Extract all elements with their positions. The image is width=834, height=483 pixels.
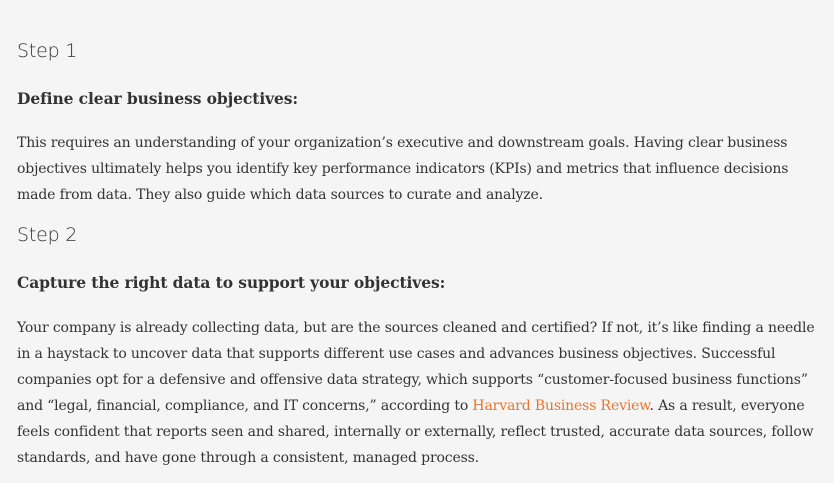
step-2-paragraph-text-before-link: Your company is already collecting data, but are the sources cleaned and certified? If not, it’s like finding a needle in a haystack to uncover data that supports different use cases and advances business objectives. Successful companies opt for a defensive and offensive data strategy, which supports “customer-focused business functions” and “legal, financial, compliance, and IT concerns,” according to bbox=[17, 320, 815, 414]
step-1-paragraph: This requires an understanding of your organization’s executive and downstream goals. Having clear business objectives ultimately helps you identify key performance indicators (KPIs) and metrics that influence decisions made from data. They also guide which data sources to curate and analyze. bbox=[17, 135, 789, 203]
step-2-title: Step 2 bbox=[17, 224, 78, 246]
step-1-heading: Define clear business objectives: bbox=[17, 89, 299, 108]
step-2-paragraph-text-after-link: . As a result, everyone feels confident that reports seen and shared, internally or externally, reflect trusted, accurate data sources, follow standards, and have gone through a consistent, managed process. bbox=[17, 398, 814, 466]
step-2-heading: Capture the right data to support your objectives: bbox=[17, 273, 446, 292]
step-1-title: Step 1 bbox=[17, 40, 78, 62]
step-2-paragraph bbox=[17, 315, 829, 471]
harvard-business-review-link[interactable]: Harvard Business Review bbox=[472, 398, 650, 414]
